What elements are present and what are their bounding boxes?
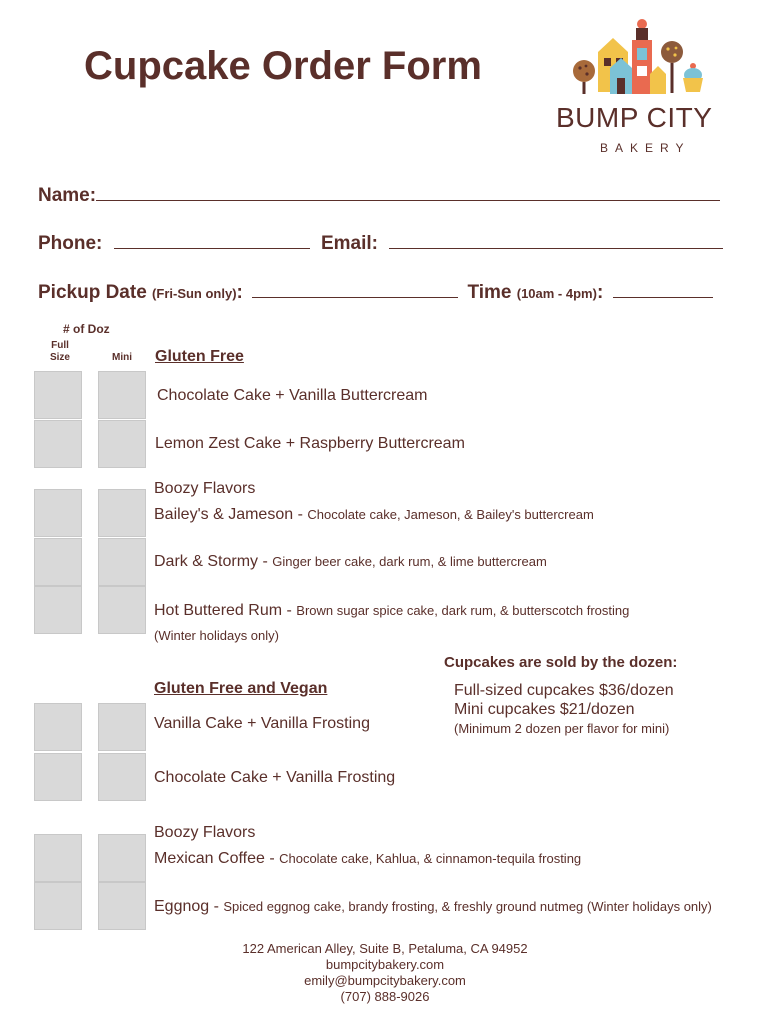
- footer-contact: [185, 941, 585, 1005]
- mini-price: Mini cupcakes $21/dozen: [454, 701, 635, 718]
- email-link[interactable]: emily@bumpcitybakery.com: [304, 973, 466, 988]
- email-label: Email:: [320, 233, 378, 254]
- gluten-free-vegan-heading: Gluten Free and Vegan: [154, 680, 328, 697]
- full-size-qty-box[interactable]: [34, 371, 82, 419]
- name-row: [38, 182, 720, 207]
- flavor-name: Eggnog: [154, 898, 210, 915]
- pickup-label: Pickup Date: [38, 282, 147, 303]
- pickup-note: (Fri-Sun only): [152, 286, 237, 301]
- full-size-qty-box[interactable]: [34, 882, 82, 930]
- separator: -: [209, 898, 224, 915]
- time-note: (10am - 4pm): [516, 286, 597, 301]
- flavor-item: [154, 850, 581, 868]
- phone-label: Phone:: [38, 233, 103, 254]
- mini-qty-box[interactable]: [98, 371, 146, 419]
- flavor-description: Ginger beer cake, dark rum, & lime buttercream: [272, 554, 547, 569]
- flavor-name: Bailey's & Jameson: [154, 506, 294, 523]
- phone-number: (707) 888-9026: [340, 989, 430, 1004]
- boozy-heading: Boozy Flavors: [154, 824, 256, 841]
- separator: -: [293, 506, 308, 523]
- pricing-title: Cupcakes are sold by the dozen:: [444, 654, 678, 671]
- gluten-free-heading: Gluten Free: [155, 348, 244, 365]
- time-colon: :: [596, 282, 604, 303]
- logo-name: BUMP CITY: [556, 102, 713, 133]
- mini-qty-box[interactable]: [98, 753, 146, 801]
- pickup-date-field[interactable]: [252, 279, 458, 298]
- address: 122 American Alley, Suite B, Petaluma, CA 94952: [242, 941, 528, 956]
- name-label: Name:: [38, 185, 97, 206]
- phone-email-row: [38, 230, 723, 255]
- full-size-qty-box[interactable]: [34, 586, 82, 634]
- mini-qty-box[interactable]: [98, 703, 146, 751]
- phone-field[interactable]: [114, 230, 310, 249]
- website-link[interactable]: bumpcitybakery.com: [325, 957, 445, 972]
- flavor-description: Brown sugar spice cake, dark rum, & butterscotch frosting: [296, 603, 630, 618]
- mini-header: Mini: [112, 352, 132, 363]
- email-field[interactable]: [389, 230, 723, 249]
- flavor-description: Chocolate cake, Kahlua, & cinnamon-tequila frosting: [279, 851, 582, 866]
- mini-qty-box[interactable]: [98, 834, 146, 882]
- pickup-colon: :: [236, 282, 243, 303]
- flavor-item: [154, 602, 629, 620]
- mini-qty-box[interactable]: [98, 489, 146, 537]
- time-field[interactable]: [613, 279, 713, 298]
- mini-qty-box[interactable]: [98, 586, 146, 634]
- full-size-header: Full Size: [49, 340, 70, 363]
- full-size-qty-box[interactable]: [34, 538, 82, 586]
- separator: -: [282, 602, 297, 619]
- mini-qty-box[interactable]: [98, 882, 146, 930]
- name-field[interactable]: [96, 182, 720, 201]
- minimum-note: (Minimum 2 dozen per flavor for mini): [454, 721, 670, 736]
- separator: -: [258, 553, 273, 570]
- flavor-description: Spiced eggnog cake, brandy frosting, & freshly ground nutmeg (Winter holidays only): [223, 899, 712, 914]
- mini-qty-box[interactable]: [98, 538, 146, 586]
- flavor-description: Chocolate cake, Jameson, & Bailey's buttercream: [307, 507, 594, 522]
- time-label: Time: [467, 282, 512, 303]
- mini-qty-box[interactable]: [98, 420, 146, 468]
- page-title: Cupcake Order Form: [84, 44, 482, 88]
- logo-subtitle: BAKERY: [600, 141, 691, 155]
- pickup-row: [38, 279, 713, 304]
- flavor-name: Mexican Coffee: [154, 850, 265, 867]
- flavor-name: Vanilla Cake + Vanilla Frosting: [154, 715, 370, 732]
- full-size-price: Full-sized cupcakes $36/dozen: [454, 682, 674, 699]
- flavor-name: Lemon Zest Cake + Raspberry Buttercream: [155, 435, 465, 452]
- full-size-qty-box[interactable]: [34, 703, 82, 751]
- full-size-qty-box[interactable]: [34, 489, 82, 537]
- flavor-name: Dark & Stormy: [154, 553, 259, 570]
- full-size-qty-box[interactable]: [34, 420, 82, 468]
- full-size-qty-box[interactable]: [34, 753, 82, 801]
- flavor-item: [154, 553, 547, 571]
- separator: -: [264, 850, 280, 867]
- flavor-item: [154, 898, 712, 916]
- dozen-count-header: # of Doz: [63, 322, 110, 336]
- flavor-item: [154, 506, 594, 524]
- flavor-name: Chocolate Cake + Vanilla Buttercream: [157, 387, 428, 404]
- seasonal-note: (Winter holidays only): [154, 628, 279, 643]
- full-size-qty-box[interactable]: [34, 834, 82, 882]
- flavor-name: Hot Buttered Rum: [154, 602, 283, 619]
- boozy-heading: Boozy Flavors: [154, 480, 256, 497]
- flavor-name: Chocolate Cake + Vanilla Frosting: [154, 769, 396, 786]
- bakery-logo: [552, 8, 742, 158]
